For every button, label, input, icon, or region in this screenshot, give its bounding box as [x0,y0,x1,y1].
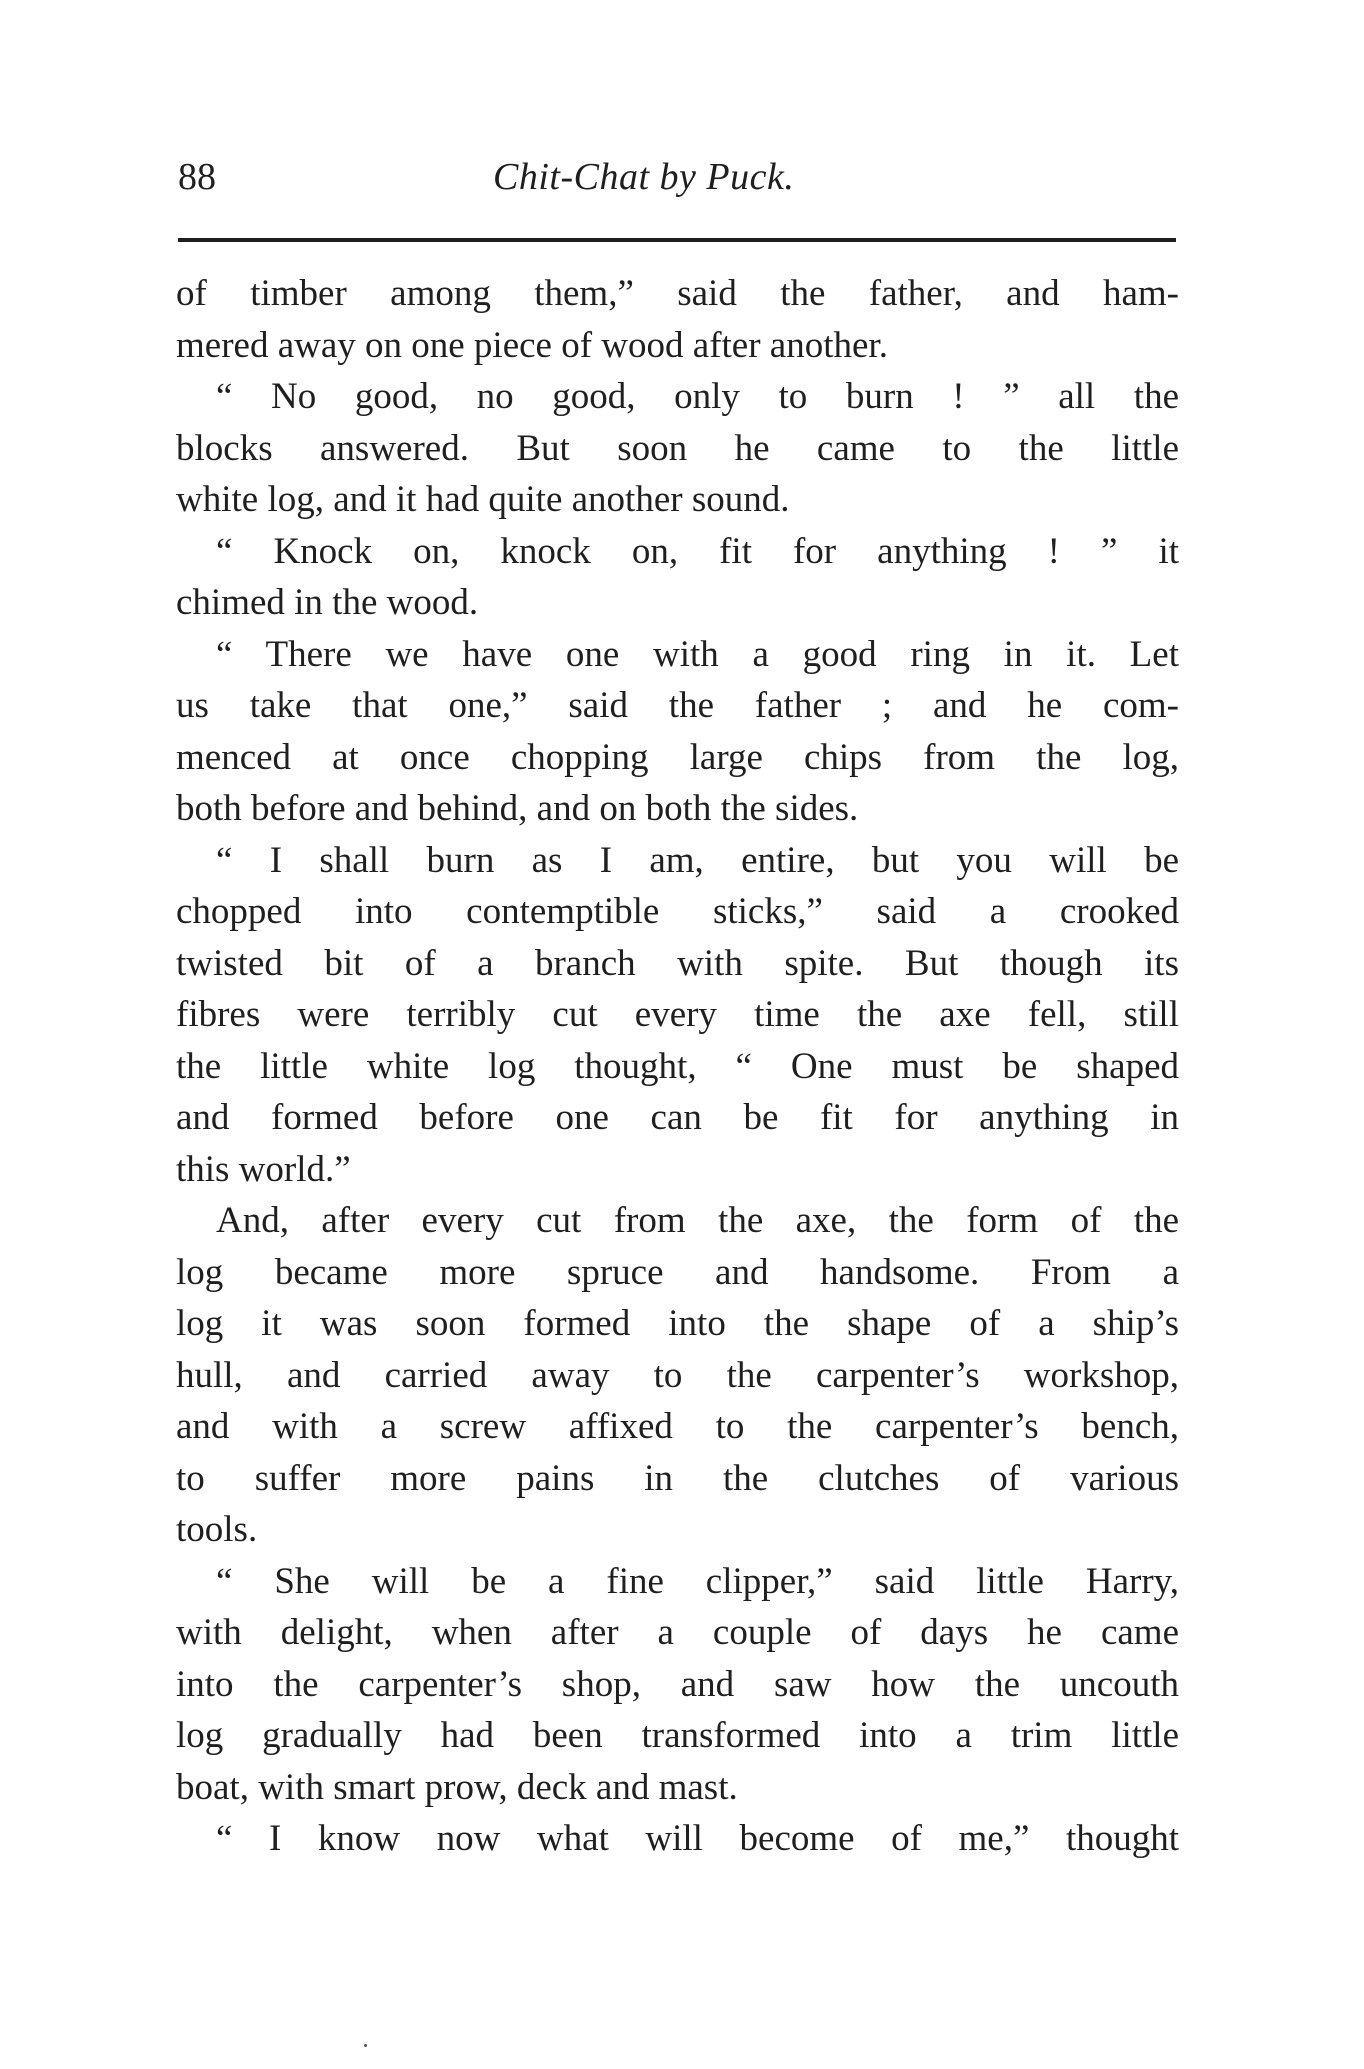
text-line: blocks answered. But soon he came to the little [176,427,1179,469]
text-line: us take that one,” said the father ; and he com- [176,685,1179,726]
text-line: chopped into contemptible sticks,” said a crooked [176,891,1179,932]
text-line: both before and behind, and on both the sides. [176,788,859,829]
text-line: chimed in the wood. [176,582,479,623]
text-line: log it was soon formed into the shape of a ship’s [176,1303,1179,1344]
text-line: into the carpenter’s shop, and saw how the uncouth [176,1663,1179,1705]
text-line: log gradually had been transformed into a trim little [176,1715,1179,1756]
text-line: mered away on one piece of wood after another. [176,324,888,366]
text-line: hull, and carried away to the carpenter’s workshop, [176,1354,1179,1396]
text-line: “ There we have one with a good ring in it. Let [216,633,1179,675]
text-line: white log, and it had quite another sound. [176,479,790,520]
text-line: “ I know now what will become of me,” thought [216,1818,1179,1859]
text-line: of timber among them,” said the father, and ham- [176,273,1179,314]
text-line: menced at once chopping large chips from the log, [176,736,1179,778]
text-line: and formed before one can be fit for anything in [176,1097,1179,1138]
header-rule [178,238,1176,242]
text-line: “ She will be a fine clipper,” said little Harry, [216,1560,1179,1602]
text-line: to suffer more pains in the clutches of various [176,1457,1179,1499]
text-line: the little white log thought, “ One must be shaped [176,1045,1179,1087]
text-line: this world.” [176,1148,351,1190]
text-line: and with a screw affixed to the carpenter’s bench, [176,1406,1179,1447]
page-number: 88 [178,156,216,198]
text-line: And, after every cut from the axe, the form of the [216,1200,1179,1241]
text-line: “ I shall burn as I am, entire, but you will be [216,839,1179,881]
text-line: “ Knock on, knock on, fit for anything ! ” it [216,530,1179,572]
text-line: twisted bit of a branch with spite. But though its [176,942,1179,984]
print-speck [364,2044,367,2047]
text-line: boat, with smart prow, deck and mast. [176,1766,738,1808]
text-line: with delight, when after a couple of days he came [176,1612,1179,1653]
text-line: “ No good, no good, only to burn ! ” all the [216,376,1179,417]
text-line: tools. [176,1509,258,1550]
body-text [176,268,1179,1865]
page-header [178,152,1178,212]
text-line: log became more spruce and handsome. From a [176,1251,1179,1293]
running-title: Chit-Chat by Puck. [493,156,795,198]
text-line: fibres were terribly cut every time the axe fell, still [176,994,1179,1035]
